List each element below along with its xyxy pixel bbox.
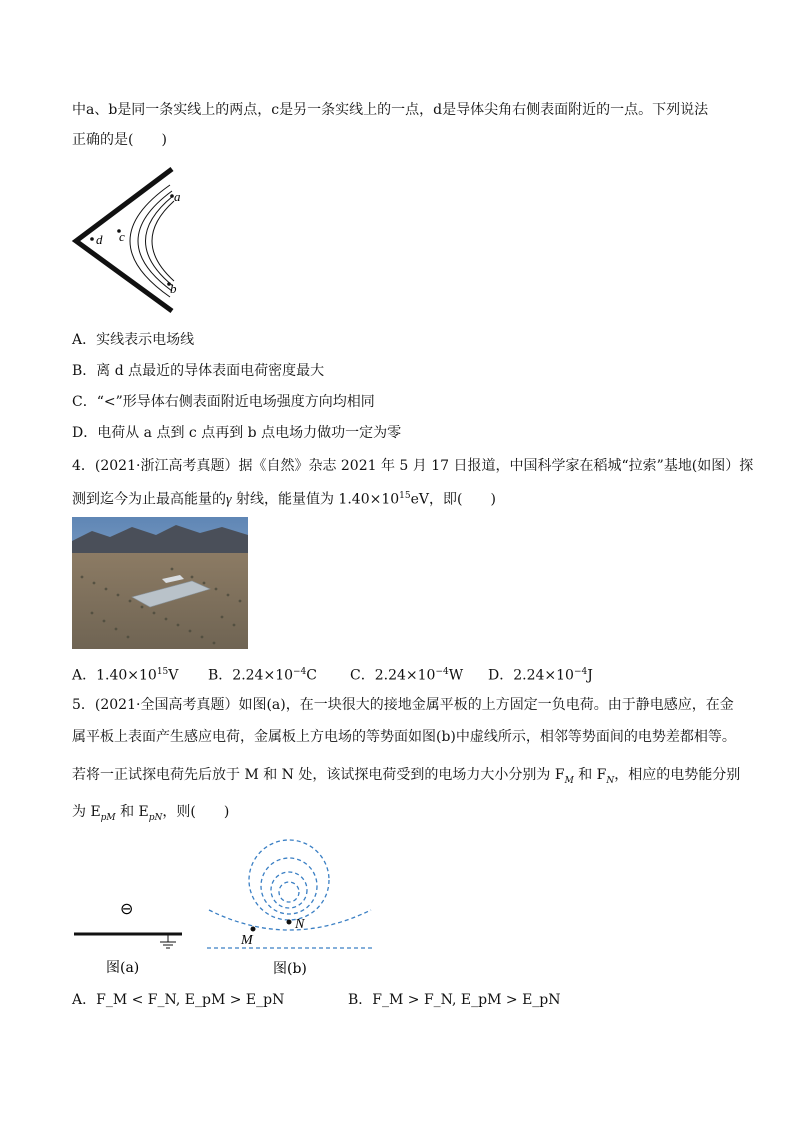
fig-b-caption: 图(b) xyxy=(273,961,307,977)
q5-stem-line1: 5．(2021·全国高考真题）如图(a)，在一块很大的接地金属平板的上方固定一负电荷。由于静电感应，在金 xyxy=(72,697,734,713)
q5-figure-a xyxy=(70,890,190,980)
q3-conductor-figure xyxy=(70,163,190,315)
q4-option-b: B．$2.24\times 10^{-4}C$ xyxy=(208,667,318,684)
q3-option-a: A．实线表示电场线 xyxy=(72,332,195,348)
q5-stem-line2: 属平板上表面产生感应电荷，金属板上方电场的等势面如图(b)中虚线所示，相邻等势面间的电势差都相等。 xyxy=(72,729,736,745)
q5-stem-line4: 为 $E_{pM}$ 和 $E_{pN}$，则( ) xyxy=(72,804,230,823)
q5-stem-line3: 若将一正试探电荷先后放于 M 和 N 处，该试探电荷受到的电场力大小分别为 $F_M$ 和 $F_N$，相应的电势能分别 xyxy=(72,767,741,786)
q3-stem-line1: 中a、b是同一条实线上的两点，c是另一条实线上的一点，d是导体尖角右侧表面附近的一点。下列说法 xyxy=(72,102,709,118)
label-a: a xyxy=(174,189,181,204)
negative-charge-icon: ⊖ xyxy=(120,899,134,918)
q3-stem-line2: 正确的是( ) xyxy=(72,132,167,148)
q4-option-d: D．$2.24\times 10^{-4}J$ xyxy=(488,667,593,684)
q3-option-c: C．“<”形导体右侧表面附近电场强度方向均相同 xyxy=(72,394,375,410)
label-c: c xyxy=(119,229,125,244)
q4-stem-line2: 测到迄今为止最高能量的γ 射线，能量值为 $1.40\times 10^{15}eV$，即( ) xyxy=(72,491,496,508)
q5-option-a: A．F_M < F_N, E_pM > E_pN xyxy=(72,992,285,1008)
label-M: M xyxy=(241,933,253,948)
q5-figure-b xyxy=(205,830,375,980)
label-b: b xyxy=(170,281,177,296)
q3-option-d: D．电荷从 a 点到 c 点再到 b 点电场力做功一定为零 xyxy=(72,425,402,441)
q3-option-b: B．离 d 点最近的导体表面电荷密度最大 xyxy=(72,363,325,379)
label-N: N xyxy=(295,917,305,932)
q4-option-c: C．$2.24\times 10^{-4}W$ xyxy=(350,667,464,684)
q4-option-a: A．$1.40\times 10^{15}V$ xyxy=(72,667,179,684)
label-d: d xyxy=(96,232,103,247)
fig-a-caption: 图(a) xyxy=(106,960,140,976)
q4-stem-line1: 4．(2021·浙江高考真题）据《自然》杂志 2021 年 5 月 17 日报道，中国科学家在稻城“拉索”基地(如图）探 xyxy=(72,458,754,474)
lhaaso-photo xyxy=(72,517,248,649)
q5-option-b: B．F_M > F_N, E_pM > E_pN xyxy=(348,992,561,1008)
